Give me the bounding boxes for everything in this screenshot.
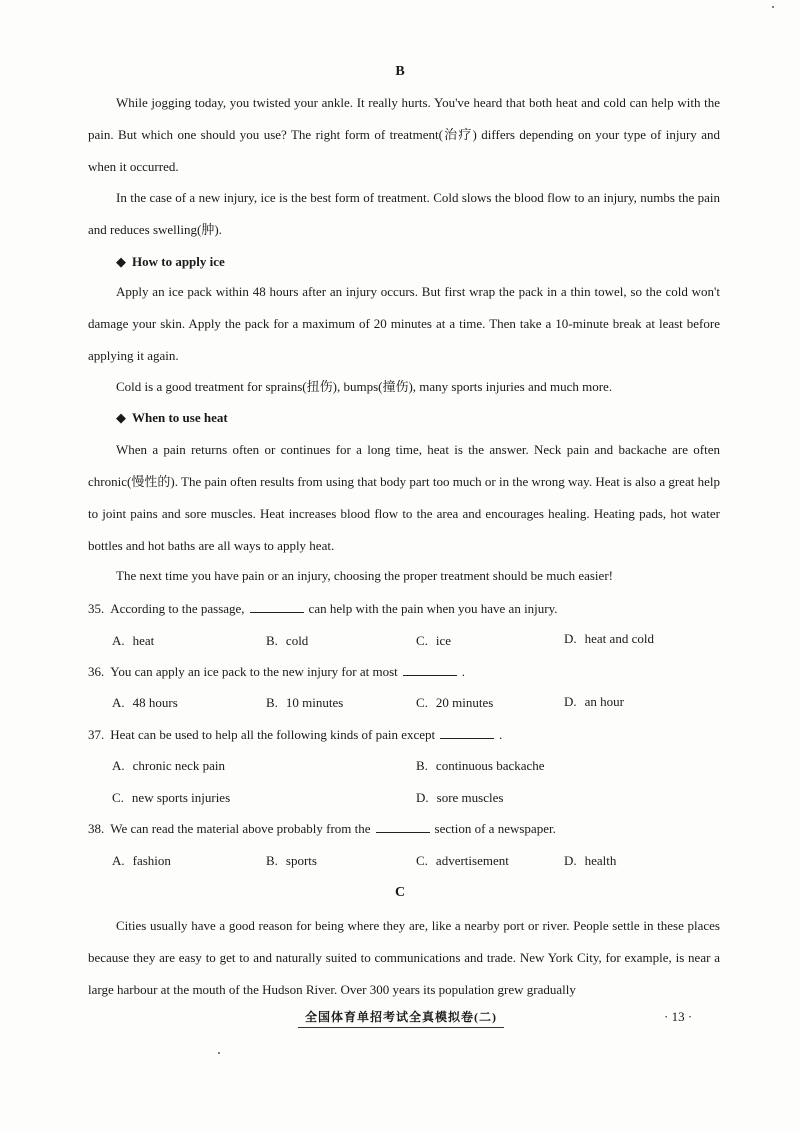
option-36-b [266,695,343,711]
section-b-letter: B [395,64,405,79]
option-letter: D. [564,631,577,646]
answer-blank [440,727,494,739]
passage-b-paragraph-4: Cold is a good treatment for sprains(扭伤), bumps(撞伤), many sports injuries and much more. [116,379,613,394]
heading-how-to-apply-ice [116,254,225,270]
question-text-post: . [499,727,503,742]
passage-b-paragraph-2: In the case of a new injury, ice is the best form of treatment. Cold slows the blood flow to an injury, numbs the pain and reduces swelling(肿). [88,190,720,237]
option-37-b [416,758,545,774]
option-text: sports [285,853,317,868]
option-letter: D. [416,790,429,805]
heading-text: How to apply ice [132,254,225,269]
option-letter: D. [564,694,577,709]
scan-speck [218,1052,220,1054]
diamond-bullet-icon: ◆ [116,254,126,269]
option-letter: C. [416,853,428,868]
passage-b-paragraph-1: While jogging today, you twisted your ankle. It really hurts. You've heard that both heat and cold can help with the pain. But which one should you use? The right form of treatment(治疗) differs depending on your type of injury and when it occurred. [88,95,720,174]
option-35-c [416,633,451,649]
option-text: 20 minutes [435,695,494,710]
option-letter: B. [416,758,428,773]
option-38-a [112,853,171,869]
option-37-d [416,790,503,806]
question-37 [88,727,728,743]
question-35 [88,601,728,617]
option-letter: A. [112,758,125,773]
option-text: ice [435,633,452,648]
question-text-pre: According to the passage, [110,601,245,616]
question-number: 36. [88,664,105,679]
question-text-pre: We can read the material above probably from the [110,821,371,836]
option-text: health [584,853,617,868]
question-number: 37. [88,727,105,742]
option-text: new sports injuries [131,790,231,805]
option-text: sore muscles [436,790,504,805]
question-text-pre: Heat can be used to help all the following kinds of pain except [110,727,436,742]
option-letter: D. [564,853,577,868]
answer-blank [376,821,430,833]
section-c-letter: C [394,885,406,900]
answer-blank [403,664,457,676]
option-letter: C. [416,695,428,710]
question-number: 38. [88,821,105,836]
option-38-b [266,853,317,869]
diamond-bullet-icon: ◆ [116,410,126,425]
question-36 [88,664,728,680]
passage-b-paragraph-6: The next time you have pain or an injury, choosing the proper treatment should be much easier! [116,568,613,583]
question-text-post: section of a newspaper. [434,821,556,836]
option-35-b [266,633,308,649]
option-text: advertisement [435,853,509,868]
question-text-post: can help with the pain when you have an injury. [308,601,558,616]
option-text: 10 minutes [285,695,344,710]
option-letter: B. [266,633,278,648]
option-text: fashion [132,853,171,868]
heading-text: When to use heat [132,410,228,425]
question-number: 35. [88,601,105,616]
footer-exam-title: 全国体育单招考试全真模拟卷(二) [298,1008,504,1028]
option-letter: C. [416,633,428,648]
passage-c-paragraph-1: Cities usually have a good reason for being where they are, like a nearby port or river. People settle in these places because they are easy to get to and naturally suited to communications and trade. New York City, for example, is near a large harbour at the mouth of the Hudson River. Over 300 years its population grew gradually [88,918,720,997]
option-text: an hour [584,694,624,709]
option-37-c [112,790,230,806]
option-letter: A. [112,853,125,868]
option-text: continuous backache [435,758,545,773]
option-letter: A. [112,695,125,710]
option-text: cold [285,633,309,648]
passage-b-paragraph-3: Apply an ice pack within 48 hours after an injury occurs. But first wrap the pack in a thin towel, so the cold won't damage your skin. Apply the pack for a maximum of 20 minutes at a time. Then take a 10-minute break at least before applying it again. [88,284,720,363]
question-text-post: . [461,664,465,679]
option-text: chronic neck pain [132,758,226,773]
option-text: heat [132,633,155,648]
question-text-pre: You can apply an ice pack to the new injury for at most [110,664,398,679]
option-35-a [112,633,154,649]
option-letter: C. [112,790,124,805]
option-letter: B. [266,853,278,868]
option-letter: B. [266,695,278,710]
option-36-d [564,694,624,710]
scan-speck [772,6,774,8]
question-38 [88,821,728,837]
page-number: · 13 · [664,1009,693,1024]
option-letter: A. [112,633,125,648]
option-text: heat and cold [584,631,654,646]
option-37-a [112,758,225,774]
heading-when-to-use-heat [116,410,228,426]
option-text: 48 hours [132,695,178,710]
option-36-c [416,695,493,711]
answer-blank [250,601,304,613]
option-38-d [564,853,616,869]
option-35-d [564,631,654,647]
passage-b-paragraph-5: When a pain returns often or continues for a long time, heat is the answer. Neck pain and backache are often chronic(慢性的). The pain often results from using that body part too much or in the wrong way. Heat is also a great help to joint pains and sore muscles. Heat increases blood flow to the area and encourages healing. Heating pads, hot water bottles and hot baths are all ways to apply heat. [88,442,720,553]
option-38-c [416,853,509,869]
option-36-a [112,695,178,711]
